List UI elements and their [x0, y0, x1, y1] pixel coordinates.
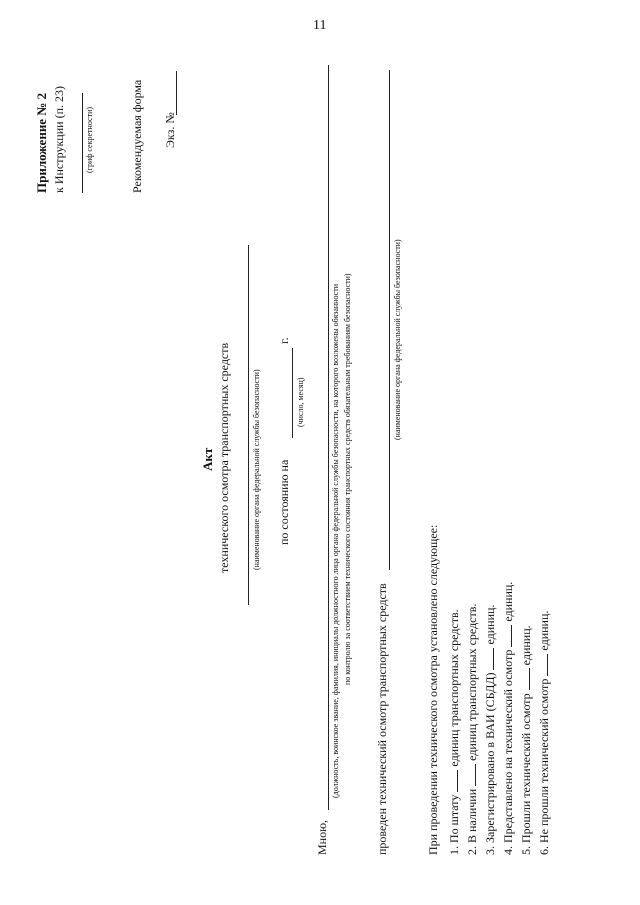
- finding-item-unit: единиц.: [483, 604, 497, 645]
- official-caption-1: (должность, воинское звание, фамилия, инициалы должностного лица органа федеральной службы безопасности, на которого возложены обязанности: [331, 284, 340, 798]
- org-caption: (наименование органа федеральной службы безопасности): [252, 369, 261, 570]
- finding-item-label: 2. В наличии: [465, 788, 479, 855]
- by-me-label: Мною,: [315, 819, 329, 855]
- finding-item: [447, 609, 462, 855]
- secrecy-caption: (гриф секретности): [85, 106, 94, 173]
- page-number: 11: [313, 18, 327, 33]
- copy-number-line: [176, 71, 177, 115]
- official-caption-2: по контролю за соответствием технического состояния транспортных средств обязательным требованиям безопасности): [343, 273, 352, 685]
- finding-item-unit: единиц транспортных средств.: [465, 603, 479, 761]
- finding-item: [537, 611, 552, 855]
- finding-item-label: 1. По штату: [447, 794, 461, 855]
- date-caption: (число, месяц): [296, 377, 305, 427]
- blank-field: [529, 668, 530, 690]
- as-of-prefix: по состоянию на: [277, 459, 291, 545]
- finding-item-unit: единиц транспортных средств.: [447, 609, 461, 767]
- year-suffix: г.: [277, 337, 291, 344]
- instruction-reference: к Инструкции (п. 23): [52, 86, 66, 193]
- org-name-line: [248, 245, 249, 605]
- finding-item: [483, 605, 498, 855]
- finding-item: [519, 625, 534, 855]
- finding-item-label: 5. Прошли технический осмотр: [519, 693, 533, 855]
- act-subject: технического осмотра транспортных средств: [217, 342, 231, 573]
- finding-item-unit: единиц.: [519, 625, 533, 666]
- findings-intro: При проведении технического осмотра установлено следующее:: [426, 524, 440, 855]
- inspection-done-label: проведен технический осмотр транспортных средств: [375, 583, 389, 855]
- org-caption-2: (наименование органа федеральной службы безопасности): [393, 239, 402, 440]
- blank-field: [511, 625, 512, 647]
- finding-item-label: 6. Не прошли технический осмотр: [537, 678, 551, 855]
- secrecy-line: [82, 93, 83, 193]
- finding-item: [501, 582, 516, 855]
- finding-item: [465, 604, 480, 855]
- finding-item-unit: единиц.: [537, 610, 551, 651]
- blank-field: [547, 654, 548, 676]
- copy-number-label: Экз. №: [163, 112, 177, 148]
- official-line: [328, 65, 329, 810]
- blank-field: [493, 648, 494, 670]
- appendix-title: Приложение № 2: [34, 92, 49, 193]
- blank-field: [457, 770, 458, 792]
- date-line: [292, 348, 293, 438]
- inspection-org-line: [389, 70, 390, 570]
- recommended-form: Рекомендуемая форма: [130, 79, 144, 193]
- act-title: Акт: [200, 447, 215, 471]
- blank-field: [475, 764, 476, 786]
- finding-item-label: 4. Представлено на технический осмотр: [501, 649, 515, 855]
- finding-item-label: 3. Зарегистрировано в ВАИ (СБДД): [483, 672, 497, 855]
- finding-item-unit: единиц.: [501, 581, 515, 622]
